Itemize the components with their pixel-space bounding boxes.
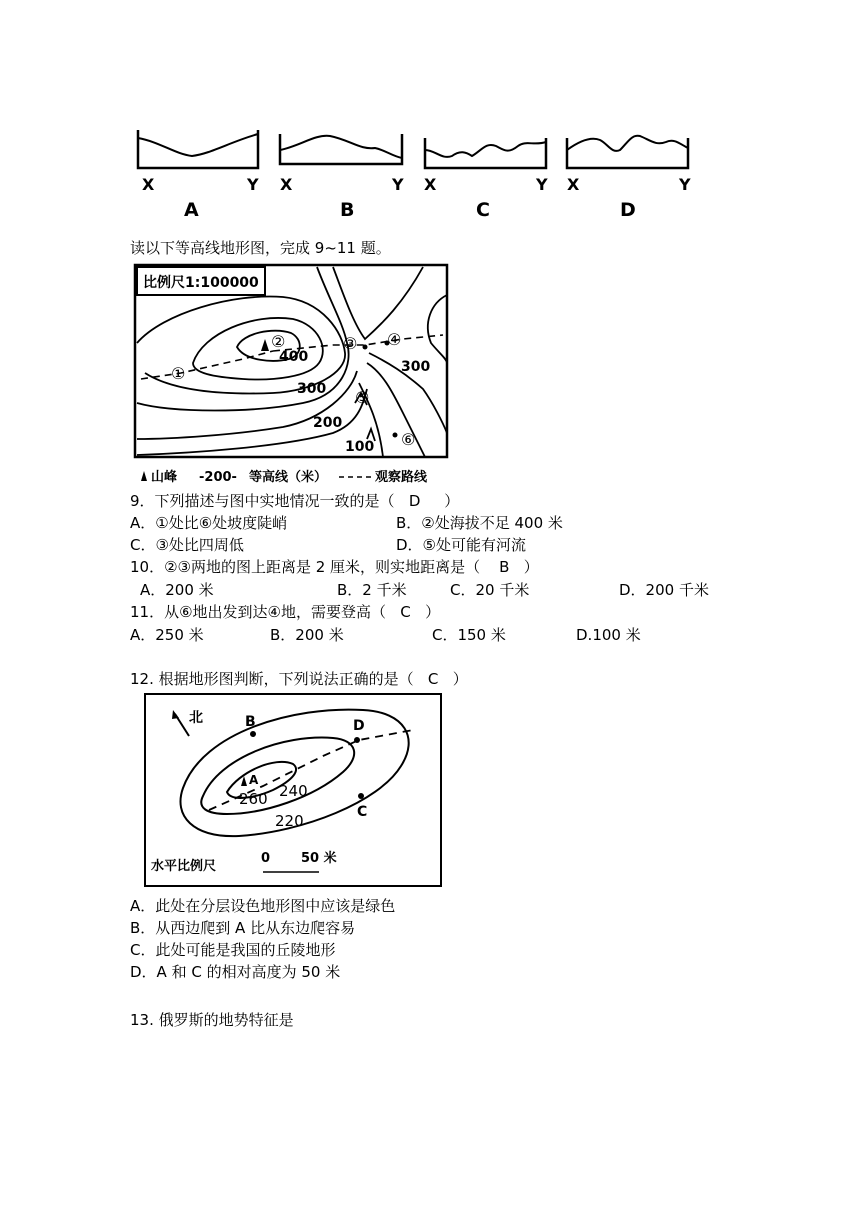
point-1: ① bbox=[171, 364, 186, 383]
legend-route: 观察路线 bbox=[375, 470, 428, 485]
contour-label-240: 240 bbox=[279, 782, 308, 800]
q9-option-a: A．①处比⑥处坡度陡峭 bbox=[130, 514, 288, 532]
q11-option-b: B．200 米 bbox=[270, 626, 344, 644]
legend-peak: 山峰 bbox=[151, 470, 178, 485]
q12-option-c: C．此处可能是我国的丘陵地形 bbox=[130, 941, 336, 959]
q9-option-b: B．②处海拔不足 400 米 bbox=[396, 514, 563, 532]
q10-option-c: C．20 千米 bbox=[450, 581, 530, 599]
profile-d-y: Y bbox=[679, 175, 691, 194]
q12-option-d: D．A 和 C 的相对高度为 50 米 bbox=[130, 963, 341, 981]
q11-option-a: A．250 米 bbox=[130, 626, 204, 644]
intro-9-11: 读以下等高线地形图，完成 9~11 题。 bbox=[130, 239, 391, 257]
profile-c-x: X bbox=[424, 175, 437, 194]
point-6: ⑥ bbox=[401, 430, 416, 449]
q10-stem: 10．②③两地的图上距离是 2 厘米，则实地距离是（ B ） bbox=[130, 558, 539, 576]
point-b-dot bbox=[250, 731, 256, 737]
point-d-dot bbox=[354, 737, 360, 743]
point-a: A bbox=[249, 773, 259, 787]
contour-label-400: 400 bbox=[279, 349, 309, 365]
profile-a-y: Y bbox=[247, 175, 259, 194]
q9-stem: 9．下列描述与图中实地情况一致的是（ D ） bbox=[130, 492, 460, 510]
contour-map-2 bbox=[143, 692, 443, 888]
profile-d-x: X bbox=[567, 175, 580, 194]
scale-zero: 0 bbox=[261, 851, 271, 866]
q10-option-d: D．200 千米 bbox=[619, 581, 709, 599]
scale-label: 水平比例尺 bbox=[151, 859, 217, 874]
legend-contour-sample: -200- bbox=[199, 470, 237, 485]
profile-a-x: X bbox=[142, 175, 155, 194]
contour-label-300b: 300 bbox=[401, 359, 431, 375]
point-3-dot bbox=[363, 345, 368, 350]
q13-stem: 13. 俄罗斯的地势特征是 bbox=[130, 1011, 294, 1029]
contour-label-200: 200 bbox=[313, 415, 343, 431]
point-b: B bbox=[245, 714, 256, 730]
q9-option-d: D．⑤处可能有河流 bbox=[396, 536, 526, 554]
point-5: ⑤ bbox=[355, 388, 370, 407]
q12-option-b: B．从西边爬到 A 比从东边爬容易 bbox=[130, 919, 356, 937]
point-d: D bbox=[353, 718, 365, 734]
q11-option-d: D.100 米 bbox=[576, 626, 641, 644]
point-c-dot bbox=[358, 793, 364, 799]
profile-b-y: Y bbox=[392, 175, 404, 194]
profile-b-label: B bbox=[340, 199, 355, 221]
contour-label-300a: 300 bbox=[297, 381, 327, 397]
north-label: 北 bbox=[189, 710, 203, 726]
q10-option-a: A．200 米 bbox=[140, 581, 214, 599]
q11-option-c: C．150 米 bbox=[432, 626, 506, 644]
point-4: ④ bbox=[387, 330, 402, 349]
q12-stem: 12. 根据地形图判断，下列说法正确的是（ C ） bbox=[130, 670, 468, 688]
point-3: ③ bbox=[343, 334, 358, 353]
profile-b-x: X bbox=[280, 175, 293, 194]
map1-scale: 比例尺1:100000 bbox=[143, 275, 259, 291]
profile-c-y: Y bbox=[536, 175, 548, 194]
profile-figures bbox=[130, 120, 710, 230]
q11-stem: 11．从⑥地出发到达④地，需要登高（ C ） bbox=[130, 603, 441, 621]
legend-peak-icon bbox=[141, 471, 147, 481]
point-6-dot bbox=[393, 433, 398, 438]
contour-map-1 bbox=[133, 263, 449, 491]
profile-d-label: D bbox=[620, 199, 636, 221]
point-2: ② bbox=[271, 332, 286, 351]
scale-value: 50 米 bbox=[301, 851, 337, 866]
q9-option-c: C．③处比四周低 bbox=[130, 536, 244, 554]
contour-label-220: 220 bbox=[275, 812, 304, 830]
point-c: C bbox=[357, 804, 368, 820]
q12-option-a: A．此处在分层设色地形图中应该是绿色 bbox=[130, 897, 396, 915]
q10-option-b: B．2 千米 bbox=[337, 581, 407, 599]
profile-a-label: A bbox=[184, 199, 199, 221]
contour-label-260: 260 bbox=[239, 790, 268, 808]
profile-c-label: C bbox=[476, 199, 490, 221]
legend-contour: 等高线（米） bbox=[249, 470, 328, 485]
contour-label-100: 100 bbox=[345, 439, 375, 455]
